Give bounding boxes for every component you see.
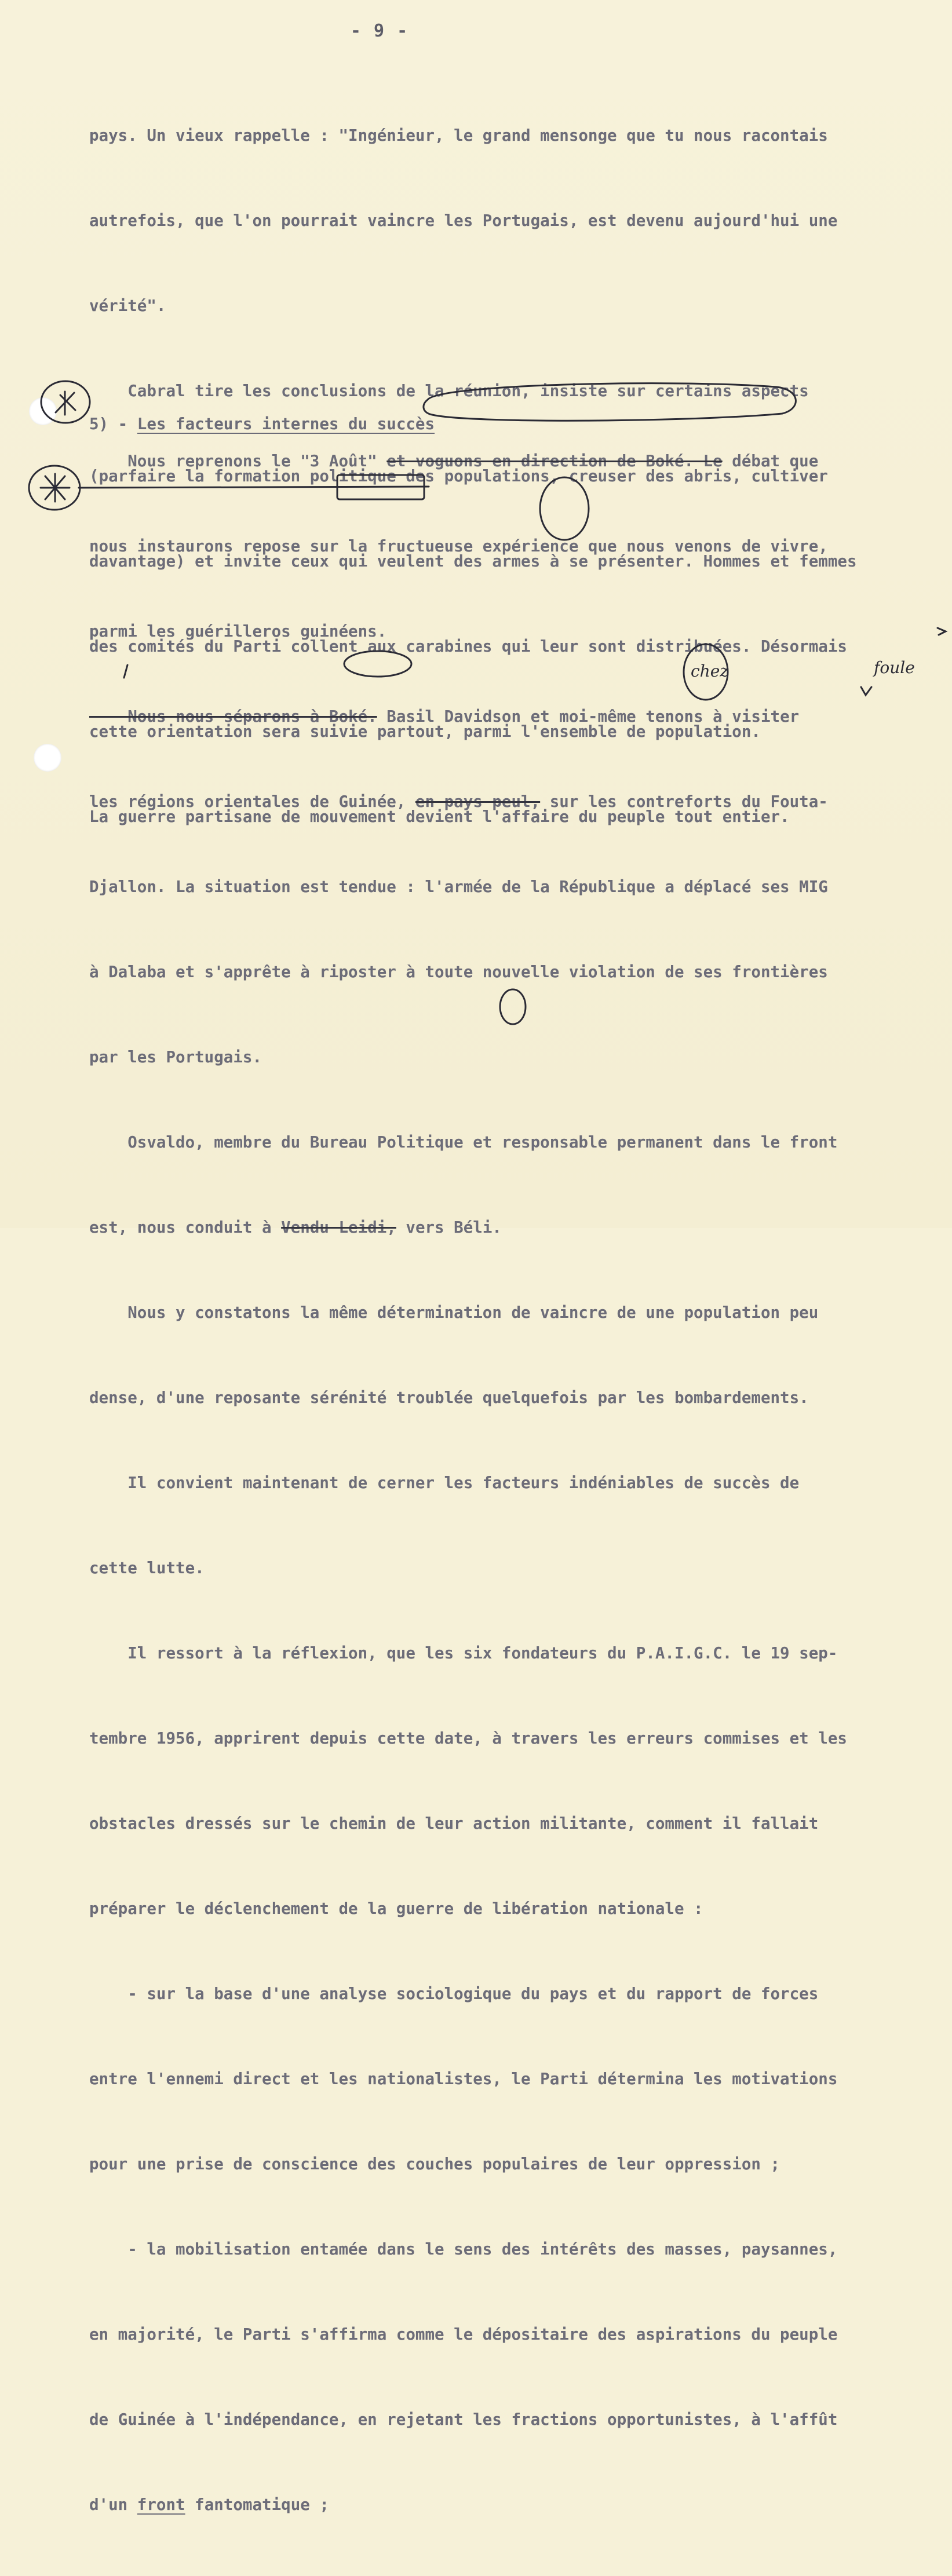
text-line: cette lutte. [89, 1559, 205, 1577]
punch-hole-bottom [34, 744, 61, 772]
text-line: La guerre partisane de mouvement devient l'affaire du peuple tout entier. [89, 807, 790, 826]
text-line: Osvaldo, membre du Bureau Politique et responsable permanent dans le front [89, 1133, 838, 1152]
text-segment: fantomatique ; [185, 2495, 329, 2514]
text-line: nous instaurons repose sur la fructueuse expérience que nous venons de vivre, [89, 537, 828, 556]
text-line: vérité". [89, 297, 166, 315]
text-line: de Guinée à l'indépendance, en rejetant les fractions opportunistes, à l'affût [89, 2410, 838, 2429]
text-line: pays. Un vieux rappelle : "Ingénieur, le grand mensonge que tu nous racontais [89, 126, 828, 145]
text-line [89, 447, 941, 476]
text-line [89, 1214, 941, 1242]
text-line: Nous y constatons la même détermination de vaincre de une population peu [89, 1303, 819, 1322]
annotation-chez: chez [691, 662, 729, 681]
struck-text: en pays peul, [415, 792, 541, 811]
text-line: tembre 1956, apprirent depuis cette date, à travers les erreurs commises et les [89, 1729, 847, 1748]
text-segment: sur les contreforts du Fouta- [540, 792, 828, 811]
text-line: dense, d'une reposante sérénité troublée quelquefois par les bombardements. [89, 1389, 809, 1407]
text-segment: débat que [722, 452, 819, 470]
paragraph-block-2 [89, 390, 941, 2576]
margin-star-mark-1 [56, 392, 75, 415]
text-line: des comités du Parti collent aux carabines qui leur sont distribuées. Désormais [89, 637, 847, 656]
text-line: obstacles dressés sur le chemin de leur action militante, comment il fallait [89, 1814, 819, 1833]
annotation-foule: foule [874, 658, 915, 677]
punch-hole-top [29, 397, 57, 425]
section-title: Les facteurs internes du succès [137, 415, 435, 433]
text-line: parmi les guérilleros guinéens. [89, 622, 387, 641]
struck-text: Vendu Leidi, [281, 1218, 396, 1237]
section-number: 5) - [89, 415, 137, 433]
text-line: - sur la base d'une analyse sociologique du pays et du rapport de forces [89, 1985, 819, 2003]
text-segment: d'un [89, 2495, 137, 2514]
struck-text: Nous nous séparons à Boké. [89, 707, 377, 726]
text-line [89, 788, 941, 816]
text-line: - la mobilisation entamée dans le sens des intérêts des masses, paysannes, [89, 2240, 838, 2259]
margin-star-mark-2 [41, 474, 70, 502]
text-line [89, 2491, 941, 2519]
text-line [89, 703, 941, 731]
text-line: préparer le déclenchement de la guerre de libération nationale : [89, 1899, 703, 1918]
underlined-word: front [137, 2495, 185, 2514]
text-line: cette orientation sera suivie partout, parmi l'ensemble de population. [89, 722, 761, 741]
page-number: - 9 - [350, 21, 409, 41]
text-line: (parfaire la formation politique des populations, creuser des abris, cultiver [89, 467, 828, 485]
margin-circle-mark-2 [29, 466, 80, 510]
text-segment: vers Béli. [396, 1218, 502, 1237]
text-line: autrefois, que l'on pourrait vaincre les Portugais, est devenu aujourd'hui une [89, 211, 838, 230]
text-segment: les régions orientales de Guinée, [89, 792, 415, 811]
text-line: Cabral tire les conclusions de la réunion, insiste sur certains aspects [89, 382, 809, 400]
text-line: Il ressort à la réflexion, que les six fondateurs du P.A.I.G.C. le 19 sep- [89, 1644, 838, 1662]
text-line: pour une prise de conscience des couches populaires de leur oppression ; [89, 2155, 780, 2173]
text-line: Djallon. La situation est tendue : l'armée de la République a déplacé ses MIG [89, 878, 828, 896]
text-line: par les Portugais. [89, 1048, 262, 1066]
text-segment: Basil Davidson et moi-même tenons à visiter [377, 707, 800, 726]
text-line: davantage) et invite ceux qui veulent des armes à se présenter. Hommes et femmes [89, 552, 857, 571]
text-segment: Nous reprenons le "3 Août" [89, 452, 387, 470]
text-line: entre l'ennemi direct et les nationalistes, le Parti détermina les motivations [89, 2070, 838, 2088]
text-segment: est, nous conduit à [89, 1218, 282, 1237]
text-line: Il convient maintenant de cerner les facteurs indéniables de succès de [89, 1474, 800, 1492]
struck-text: et voguons en direction de Boké. Le [386, 452, 723, 470]
text-line: à Dalaba et s'apprête à riposter à toute nouvelle violation de ses frontières [89, 963, 828, 981]
text-line: en majorité, le Parti s'affirma comme le dépositaire des aspirations du peuple [89, 2325, 838, 2344]
